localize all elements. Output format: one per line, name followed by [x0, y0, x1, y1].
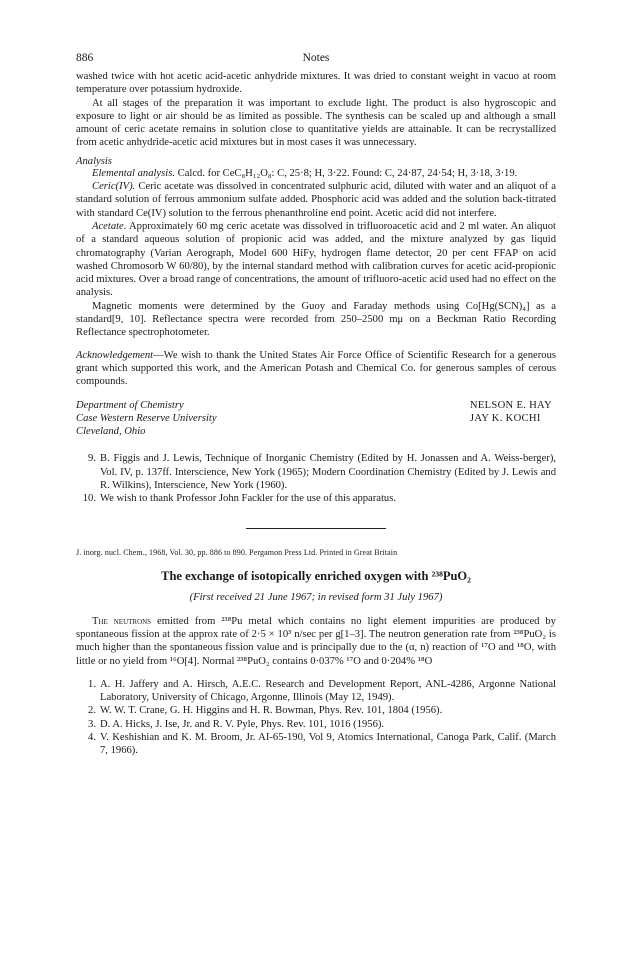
reference-number: 3.	[88, 718, 96, 730]
reference-item	[76, 704, 556, 717]
city: Cleveland, Ohio	[76, 426, 146, 438]
elemental-analysis	[76, 167, 556, 180]
reference-item	[76, 718, 556, 731]
reference-number: 4.	[88, 731, 96, 743]
acetate-text: Approximately 60 mg ceric acetate was dissolved in trifluoroacetic acid and 2 ml water. An aliquot of a standard aqueous solution of propionic acid was added, and the mixture analyzed by gas liquid chromatography (Varian Aerograph, Model 600 HiFy, hydrogen flame detector, 20 per cent FFAP on acid washed Chromosorb W 60/80), by the internal standard method with calibration curves for acetic acid-propionic acid mixtures. Over a broad range of concentrations, the amount of trifluoro-acetic acid used had no effect on the analysis.	[76, 220, 556, 299]
article-title: The exchange of isotopically enriched oxygen with ²³⁸PuO₂	[161, 568, 471, 583]
acetate-analysis	[76, 220, 556, 300]
section-title: Notes	[302, 52, 330, 64]
acknowledgement-text: —We wish to thank the United States Air Force Office of Scientific Research for a generous grant which supported this work, and the American Potash and Chemical Co. for generous samples of cerous compounds.	[76, 349, 556, 388]
section-divider	[246, 528, 386, 529]
cerium-label: Ceric(IV).	[92, 181, 136, 193]
reference-text: D. A. Hicks, J. Ise, Jr. and R. V. Pyle, Phys. Rev. 101, 1016 (1956).	[100, 718, 385, 730]
reference-text: W. W. T. Crane, G. H. Higgins and H. R. Bowman, Phys. Rev. 101, 1804 (1956).	[100, 705, 443, 717]
article-opening-paragraph	[76, 615, 556, 668]
author-name: NELSON E. HAY	[469, 399, 552, 411]
reference-number: 10.	[82, 493, 96, 505]
magnetic-moments: Magnetic moments were determined by the Guoy and Faraday methods using Co[Hg(SCN)₄] as a standard[9, 10]. Reflectance spectra were recorded from 250–2500 mμ on a Beckman Ratio Recording Reflectance spectrophotometer.	[76, 300, 556, 339]
journal-citation: J. inorg. nucl. Chem., 1968, Vol. 30, pp. 886 to 890. Pergamon Press Ltd. Printed in Great Britain	[76, 547, 398, 557]
authors-block	[470, 399, 556, 439]
reference-list	[76, 678, 556, 758]
reference-text: V. Keshishian and K. M. Broom, Jr. AI-65-190, Vol 9, Atomics International, Canoga Park, Calif. (March 7, 1966).	[100, 731, 556, 757]
elemental-text: Calcd. for CeC₈H₁₂O₈: C, 25·8; H, 3·22. Found: C, 24·87, 24·54; H, 3·18, 3·19.	[177, 167, 518, 179]
opening-text: emitted from ²³⁸Pu metal which contains no light element impurities are produced by spontaneous fission at the approx rate of 2·5 × 10³ n/sec per g[1–3]. The neutron generation rate from ²³⁸PuO₂ is much higher than the spontaneous fission value and is principally due to the (α, n) reaction of ¹⁷O and ¹⁸O, with little or no yield from ¹⁶O[4]. Normal ²³⁸PuO₂ contains 0·037% ¹⁷O and 0·204% ¹⁸O	[76, 615, 556, 667]
journal-page	[76, 52, 556, 758]
affiliation-block	[76, 399, 217, 439]
reference-number: 2.	[88, 705, 96, 717]
acetate-label: Acetate.	[92, 220, 127, 232]
author-affiliation	[76, 399, 556, 439]
cerium-analysis	[76, 180, 556, 220]
reference-item	[76, 678, 556, 705]
paragraph-light-exclusion: At all stages of the preparation it was important to exclude light. The product is also hygroscopic and exposure to light or air should be as limited as possible. The synthesis can be scaled up and although a small amount of ceric acetate remains in solution close to quantitative yields are attainable. It can be recrystallized from acetic anhydride-acetic acid mixtures but in most cases it was unnecessary.	[76, 97, 556, 149]
reference-list	[76, 452, 556, 505]
author-name: JAY K. KOCHI	[469, 412, 541, 424]
lead-in: The neutrons	[92, 615, 152, 627]
reference-number: 1.	[88, 678, 96, 690]
paragraph-preparation: washed twice with hot acetic acid-acetic anhydride mixtures. It was dried to constant weight in vacuo at room temperature over potassium hydroxide.	[76, 71, 556, 96]
department: Department of Chemistry	[76, 399, 184, 411]
reference-item	[76, 452, 556, 492]
elemental-label: Elemental analysis.	[92, 167, 175, 179]
acknowledgement	[76, 349, 556, 389]
reference-number: 9.	[88, 453, 96, 465]
cerium-text: Ceric acetate was dissolved in concentrated sulphuric acid, diluted with water and an aliquot of a standard solution of ferrous ammonium sulfate added. Phosphoric acid was added and the solution back-titrated with standard Ce(IV) solution to the ferrous phenanthroline end point. Acetic acid did not interfere.	[76, 181, 556, 219]
received-dates: (First received 21 June 1967; in revised form 31 July 1967)	[189, 591, 443, 603]
acknowledgement-label: Acknowledgement	[76, 349, 154, 361]
reference-text: A. H. Jaffery and A. Hirsch, A.E.C. Research and Development Report, ANL-4286, Argonne National Laboratory, University of Chicago, Argonne, Illinois (May 12, 1949).	[100, 678, 556, 704]
page-number: 886	[76, 52, 94, 64]
page-header	[76, 52, 556, 70]
reference-text: B. Figgis and J. Lewis, Technique of Inorganic Chemistry (Edited by H. Jonassen and A. Weiss-berger), Vol. IV, p. 137ff. Interscience, New York (1965); Modern Coordination Chemistry (Edited by J. Lewis and R. Wilkins), Interscience, New York (1960).	[100, 453, 556, 492]
reference-text: We wish to thank Professor John Fackler for the use of this apparatus.	[100, 493, 397, 505]
analysis-heading: Analysis	[76, 155, 112, 167]
reference-item	[76, 492, 556, 505]
university: Case Western Reserve University	[76, 412, 217, 424]
reference-item	[76, 731, 556, 758]
